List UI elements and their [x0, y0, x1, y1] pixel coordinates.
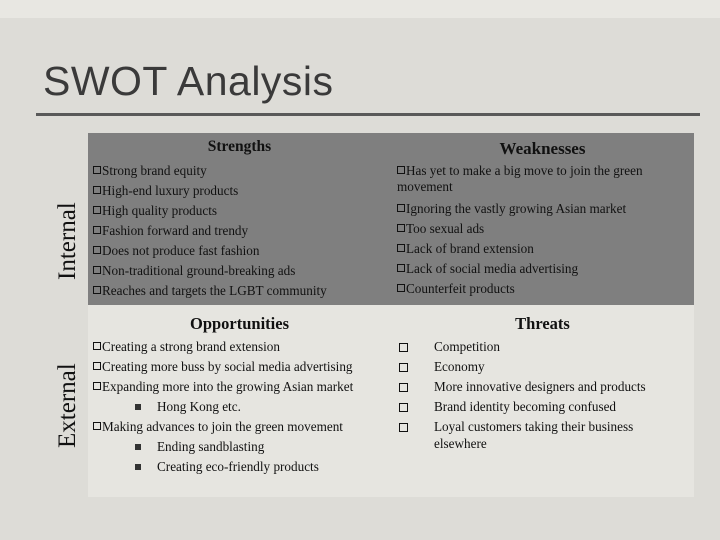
bullet-box-icon — [93, 362, 101, 370]
opportunities-item — [93, 377, 388, 397]
title-underline — [36, 113, 700, 116]
strengths-list — [93, 161, 327, 301]
square-bullet-icon — [135, 464, 141, 470]
list-item-text: Ignoring the vastly growing Asian market — [406, 201, 627, 216]
list-item-text: Brand identity becoming confused — [434, 399, 617, 414]
list-item-text: Expanding more into the growing Asian market — [102, 379, 354, 394]
weaknesses-quadrant — [391, 133, 694, 305]
opportunities-item — [93, 357, 388, 377]
strengths-heading: Strengths — [207, 138, 272, 155]
strengths-item — [93, 261, 327, 281]
opportunities-item — [93, 337, 388, 357]
list-item-text: Lack of brand extension — [406, 241, 534, 256]
bullet-box-icon — [397, 204, 405, 212]
list-item-text: More innovative designers and products — [434, 379, 646, 394]
bullet-box-icon — [397, 284, 405, 292]
list-item-text: Making advances to join the green movement — [102, 419, 343, 434]
bullet-box-icon — [399, 363, 408, 372]
page-title: SWOT Analysis — [43, 58, 334, 104]
opportunities-heading: Opportunities — [189, 314, 290, 333]
list-item-text: Counterfeit products — [406, 281, 515, 296]
bullet-box-icon — [397, 224, 405, 232]
weaknesses-heading: Weaknesses — [499, 139, 586, 158]
strengths-item — [93, 201, 327, 221]
threats-list — [397, 337, 687, 452]
opportunities-subitem — [93, 437, 388, 457]
strengths-item — [93, 181, 327, 201]
row-label-external: External — [54, 363, 81, 448]
bullet-box-icon — [397, 166, 405, 174]
opportunities-quadrant — [88, 305, 391, 497]
weaknesses-list — [397, 163, 689, 299]
threats-quadrant — [391, 305, 694, 497]
bullet-box-icon — [399, 423, 408, 432]
bullet-box-icon — [93, 206, 101, 214]
list-item-text: Hong Kong etc. — [157, 399, 241, 414]
bullet-box-icon — [397, 244, 405, 252]
list-item-text: Lack of social media advertising — [406, 261, 579, 276]
list-item-text: Reaches and targets the LGBT community — [102, 283, 327, 298]
list-item-text: Creating more buss by social media advertising — [102, 359, 353, 374]
strengths-item — [93, 241, 327, 261]
bullet-box-icon — [93, 226, 101, 234]
threats-item — [397, 357, 687, 377]
list-item-text: Non-traditional ground-breaking ads — [102, 263, 296, 278]
opportunities-subitem — [93, 397, 388, 417]
list-item-text: High-end luxury products — [102, 183, 239, 198]
list-item-text: Fashion forward and trendy — [102, 223, 249, 238]
weaknesses-item — [397, 163, 689, 195]
threats-item — [397, 377, 687, 397]
list-item-text: Creating a strong brand extension — [102, 339, 280, 354]
weaknesses-item — [397, 239, 689, 259]
bullet-box-icon — [93, 266, 101, 274]
bullet-box-icon — [399, 383, 408, 392]
list-item-text: Ending sandblasting — [157, 439, 265, 454]
list-item-text: Does not produce fast fashion — [102, 243, 260, 258]
square-bullet-icon — [135, 404, 141, 410]
list-item-text: Strong brand equity — [102, 163, 207, 178]
weaknesses-item — [397, 259, 689, 279]
strengths-quadrant — [88, 133, 391, 305]
strengths-item — [93, 221, 327, 241]
strengths-item — [93, 281, 327, 301]
opportunities-subitem — [93, 457, 388, 477]
bullet-box-icon — [93, 186, 101, 194]
bullet-box-icon — [93, 246, 101, 254]
threats-heading: Threats — [515, 314, 570, 333]
bullet-box-icon — [397, 264, 405, 272]
bullet-box-icon — [399, 343, 408, 352]
bullet-box-icon — [399, 403, 408, 412]
list-item-text: Economy — [434, 359, 485, 374]
list-item-text: Loyal customers taking their business elsewhere — [434, 419, 634, 451]
strengths-item — [93, 161, 327, 181]
bullet-box-icon — [93, 342, 101, 350]
opportunities-list — [93, 337, 388, 477]
square-bullet-icon — [135, 444, 141, 450]
threats-item — [397, 397, 687, 417]
list-item-text: Too sexual ads — [406, 221, 485, 236]
threats-item — [397, 337, 687, 357]
bullet-box-icon — [93, 286, 101, 294]
list-item-text: Competition — [434, 339, 500, 354]
list-item-text: Creating eco-friendly products — [157, 459, 319, 474]
weaknesses-item — [397, 279, 689, 299]
row-label-internal: Internal — [54, 202, 81, 280]
bullet-box-icon — [93, 422, 101, 430]
weaknesses-item — [397, 219, 689, 239]
list-item-text: High quality products — [102, 203, 218, 218]
opportunities-item — [93, 417, 388, 437]
weaknesses-item — [397, 199, 689, 219]
threats-item — [397, 417, 687, 452]
list-item-text: Has yet to make a big move to join the green movement — [397, 163, 643, 194]
bullet-box-icon — [93, 382, 101, 390]
bullet-box-icon — [93, 166, 101, 174]
top-band — [0, 0, 720, 18]
